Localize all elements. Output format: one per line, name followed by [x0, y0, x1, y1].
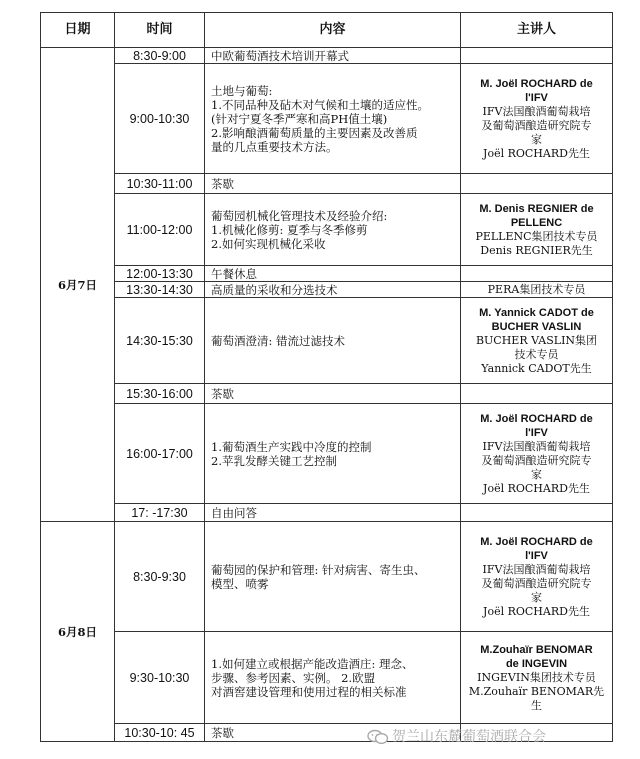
- content-line: 中欧葡萄酒技术培训开幕式: [211, 48, 349, 63]
- header-date: 日期: [41, 13, 115, 48]
- content-line: 步骤、参考因素、实例。 2.欧盟: [211, 670, 376, 685]
- content-line: 葡萄园机械化管理技术及经验介绍:: [211, 208, 388, 223]
- table-row: [41, 522, 613, 632]
- speaker-name: PELLENC: [510, 216, 563, 229]
- content-cell: [205, 282, 461, 298]
- content-cell: [205, 298, 461, 384]
- speaker-cell: [461, 266, 613, 282]
- speaker-cell: [461, 504, 613, 522]
- speaker-line: Denis REGNIER先生: [480, 243, 593, 257]
- content-line: 1.机械化修剪: 夏季与冬季修剪: [211, 222, 368, 237]
- speaker-name: M. Joël ROCHARD de: [480, 412, 593, 425]
- content-line: 2.影响酿酒葡萄质量的主要因素及改善质: [211, 125, 418, 140]
- speaker-line: 及葡萄酒酿造研究院专: [481, 118, 592, 132]
- header-time: 时间: [115, 13, 205, 48]
- table-row: [41, 298, 613, 384]
- table-row: [41, 174, 613, 194]
- content-cell: [205, 404, 461, 504]
- content-cell: [205, 174, 461, 194]
- speaker-cell: [461, 194, 613, 266]
- speaker-name: l'IFV: [525, 91, 548, 104]
- speaker-line: PERA集团技术专员: [487, 282, 586, 296]
- time-cell: 10:30-10: 45: [115, 724, 205, 742]
- speaker-name: BUCHER VASLIN: [491, 320, 582, 333]
- content-line: 2.如何实现机械化采收: [211, 236, 326, 251]
- header-content: 内容: [205, 13, 461, 48]
- date-cell: 6月8日: [41, 522, 115, 742]
- content-cell: [205, 48, 461, 64]
- time-cell: 15:30-16:00: [115, 384, 205, 404]
- speaker-name: l'IFV: [525, 549, 548, 562]
- date-cell: 6月7日: [41, 48, 115, 522]
- speaker-name: M. Joël ROCHARD de: [480, 77, 593, 90]
- table-row: [41, 48, 613, 64]
- speaker-cell: [461, 48, 613, 64]
- content-cell: [205, 384, 461, 404]
- speaker-line: 及葡萄酒酿造研究院专: [481, 576, 592, 590]
- time-cell: 8:30-9:00: [115, 48, 205, 64]
- wechat-icon: [367, 729, 389, 745]
- content-cell: [205, 632, 461, 724]
- speaker-name: l'IFV: [525, 426, 548, 439]
- speaker-line: 家: [531, 132, 542, 146]
- speaker-line: PELLENC集团技术专员: [475, 229, 598, 243]
- watermark: [367, 726, 546, 746]
- speaker-name: M. Yannick CADOT de: [479, 306, 594, 319]
- time-cell: 9:30-10:30: [115, 632, 205, 724]
- table-row: [41, 404, 613, 504]
- content-line: 1.不同品种及砧木对气候和土壤的适应性。: [211, 97, 429, 112]
- content-line: 量的几点重要技术方法。: [211, 139, 338, 154]
- speaker-cell: [461, 632, 613, 724]
- time-cell: 13:30-14:30: [115, 282, 205, 298]
- speaker-line: 家: [531, 467, 542, 481]
- speaker-cell: [461, 384, 613, 404]
- header-row: [41, 13, 613, 48]
- content-line: 葡萄园的保护和管理: 针对病害、寄生虫、: [211, 562, 426, 577]
- content-line: (针对宁夏冬季严寒和高PH值土壤): [211, 111, 388, 126]
- content-line: 土地与葡萄:: [211, 83, 273, 98]
- table-row: [41, 504, 613, 522]
- speaker-line: Joël ROCHARD先生: [483, 481, 590, 495]
- time-cell: 12:00-13:30: [115, 266, 205, 282]
- time-cell: 11:00-12:00: [115, 194, 205, 266]
- speaker-cell: [461, 404, 613, 504]
- time-cell: 10:30-11:00: [115, 174, 205, 194]
- speaker-line: M.Zouhaïr BENOMAR先: [468, 684, 605, 698]
- content-cell: [205, 522, 461, 632]
- header-speaker: 主讲人: [461, 13, 613, 48]
- table-row: [41, 64, 613, 174]
- speaker-name: M.Zouhaïr BENOMAR: [480, 643, 593, 656]
- time-cell: 16:00-17:00: [115, 404, 205, 504]
- speaker-line: 技术专员: [514, 347, 559, 361]
- content-line: 自由问答: [211, 505, 257, 520]
- content-line: 茶歇: [211, 176, 234, 191]
- content-line: 茶歇: [211, 725, 234, 740]
- speaker-line: Yannick CADOT先生: [481, 361, 592, 375]
- time-cell: 8:30-9:30: [115, 522, 205, 632]
- speaker-name: de INGEVIN: [505, 657, 568, 670]
- table-row: [41, 282, 613, 298]
- content-line: 午餐休息: [211, 266, 257, 281]
- table-row: [41, 266, 613, 282]
- speaker-line: Joël ROCHARD先生: [483, 146, 590, 160]
- content-cell: [205, 504, 461, 522]
- speaker-name: M. Denis REGNIER de: [479, 202, 594, 215]
- content-line: 1.葡萄酒生产实践中冷度的控制: [211, 439, 372, 454]
- table-row: [41, 194, 613, 266]
- content-cell: [205, 194, 461, 266]
- schedule-table: [40, 12, 613, 742]
- speaker-line: Joël ROCHARD先生: [483, 604, 590, 618]
- content-line: 对酒窖建设管理和使用过程的相关标准: [211, 684, 407, 699]
- speaker-cell: [461, 522, 613, 632]
- speaker-line: 家: [531, 590, 542, 604]
- speaker-line: INGEVIN集团技术专员: [477, 670, 596, 684]
- table-row: [41, 632, 613, 724]
- watermark-text: 贺兰山东麓葡萄酒联合会: [392, 729, 546, 745]
- time-cell: 14:30-15:30: [115, 298, 205, 384]
- content-line: 葡萄酒澄清: 错流过滤技术: [211, 333, 346, 348]
- speaker-cell: [461, 174, 613, 194]
- speaker-line: IFV法国酿酒葡萄栽培: [482, 439, 591, 453]
- speaker-line: 及葡萄酒酿造研究院专: [481, 453, 592, 467]
- content-line: 1.如何建立或根据产能改造酒庄: 理念、: [211, 656, 414, 671]
- content-line: 茶歇: [211, 386, 234, 401]
- speaker-line: BUCHER VASLIN集团: [475, 333, 598, 347]
- speaker-line: IFV法国酿酒葡萄栽培: [482, 562, 591, 576]
- speaker-line: 生: [531, 698, 542, 712]
- content-line: 模型、喷雾: [211, 576, 269, 591]
- content-line: 2.苹乳发酵关键工艺控制: [211, 453, 337, 468]
- speaker-cell: [461, 298, 613, 384]
- speaker-cell: [461, 64, 613, 174]
- time-cell: 9:00-10:30: [115, 64, 205, 174]
- content-line: 高质量的采收和分选技术: [211, 282, 338, 297]
- speaker-name: M. Joël ROCHARD de: [480, 535, 593, 548]
- speaker-line: IFV法国酿酒葡萄栽培: [482, 104, 591, 118]
- table-row: [41, 384, 613, 404]
- speaker-cell: [461, 282, 613, 298]
- time-cell: 17: -17:30: [115, 504, 205, 522]
- content-cell: [205, 64, 461, 174]
- content-cell: [205, 266, 461, 282]
